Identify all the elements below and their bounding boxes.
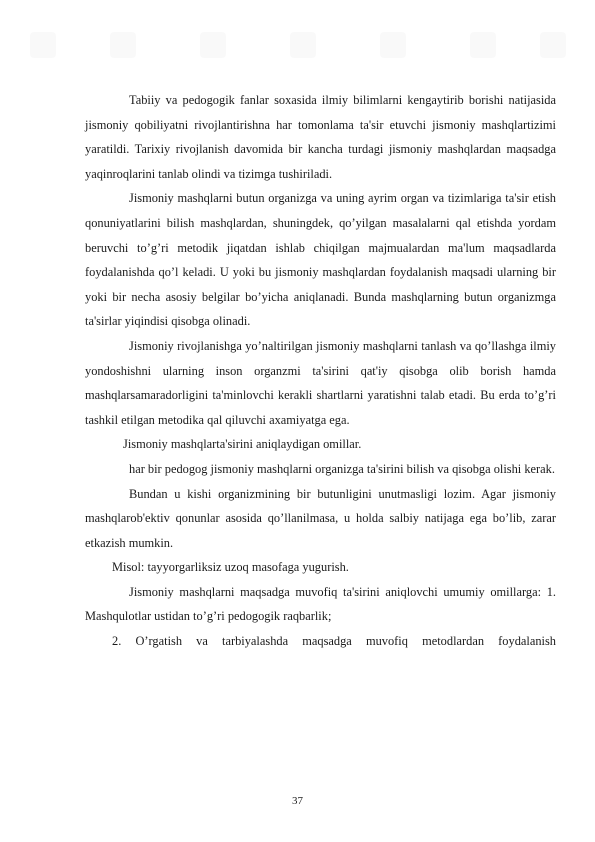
paragraph: Jismoniy mashqlarni butun organizga va uning ayrim organ va tizimlariga ta'sir etish qonuniyatlarini bilish mashqlardan, shuningdek, qo’yilgan masalalarni qal etishda yordam beruvchi to’g’ri metodik jiqatdan ishlab chiqilgan majmualardan ma'lum maqsadlarda foydalanishda qo’l keladi. U yoki bu jismoniy mashqlardan foydalanish maqsadi ularning bir yoki bir necha asosiy belgilar bo’yicha aniqlanadi. Bunda mashqlarning butun organizmga ta'sirlar yiqindisi qisobga olinadi. [85,191,556,329]
example-line: Misol: tayyorgarliksiz uzoq masofaga yugurish. [112,560,349,575]
document-body [85,88,556,654]
watermark-tile [30,32,56,58]
watermark-tile [470,32,496,58]
watermark-tile [110,32,136,58]
watermark-tile [290,32,316,58]
paragraph: Bundan u kishi organizmining bir butunligini unutmasligi lozim. Agar jismoniy mashqlarob'ektiv qonunlar asosida qo’llanilmasa, u holda salbiy natijaga ega bo’lib, zarar etkazish mumkin. [85,486,556,550]
watermark-tile [540,32,566,58]
watermark-tile [200,32,226,58]
paragraph: har bir pedogog jismoniy mashqlarni organizga ta'sirini bilish va qisobga olishi kerak. [129,461,555,476]
paragraph: Jismoniy rivojlanishga yo’naltirilgan jismoniy mashqlarni tanlash va qo’llashga ilmiy yondoshishni ularning inson organzmi ta'sirini qat'iy qisobga olib borish hamda mashqlarsamaradorligini ta'minlovchi kerakli shartlarni yaratishni talab etadi. Bu erda to’g’ri tashkil etilgan metodika qal qiluvchi axamiyatga ega. [85,338,556,427]
list-item: 2. O’rgatish va tarbiyalashda maqsadga muvofiq metodlardan foydalanish [112,634,556,649]
watermark-tile [380,32,406,58]
paragraph: Tabiiy va pedogogik fanlar soxasida ilmiy bilimlarni kengaytirib borishi natijasida jismoniy qobiliyatni rivojlantirishna har tomonlama ta'sir etuvchi jismoniy mashqlartizimi yaratildi. Tarixiy rivojlanish davomida bir kancha turdagi jismoniy mashqlardan maqsadga yaqinroqlarini tanlab olindi va tizimga tushiriladi. [85,93,556,181]
page-number: 37 [292,795,303,807]
section-heading: Jismoniy mashqlarta'sirini aniqlaydigan omillar. [123,437,362,452]
paragraph: Jismoniy mashqlarni maqsadga muvofiq ta'sirini aniqlovchi umumiy omillarga: 1. Mashqulotlar ustidan to’g’ri pedogogik raqbarlik; [85,584,556,624]
